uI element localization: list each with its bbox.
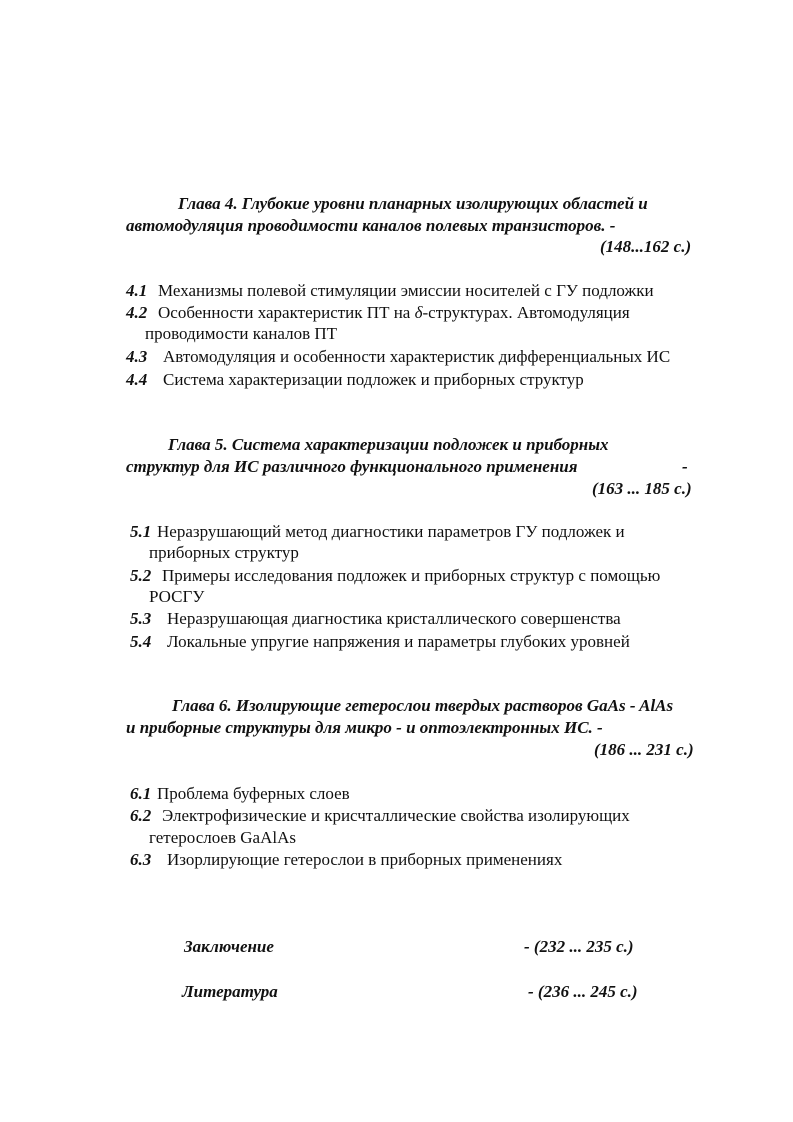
toc-item-4-1 [126, 281, 654, 301]
toc-item-number: 5.2 [130, 566, 152, 585]
toc-item-title: Изорлирующие гетерослои в приборных применениях [167, 850, 563, 869]
delta-symbol: δ [414, 303, 423, 322]
toc-item-title: Механизмы полевой стимуляции эмиссии носителей с ГУ подложки [158, 281, 654, 300]
chapter-5-heading-dash: - [682, 457, 688, 476]
toc-item-title: Проблема буферных слоев [157, 784, 350, 803]
toc-item-number: 5.4 [130, 632, 152, 651]
toc-item-6-3 [130, 850, 562, 870]
chapter-4-pages: (148...162 с.) [600, 237, 692, 256]
toc-item-5-2-line-2: РОСГУ [149, 587, 205, 606]
toc-item-5-3 [130, 609, 621, 629]
toc-item-title: Автомодуляция и особенности характеристик дифференциальных ИС [163, 347, 671, 366]
chapter-5-heading-line-1: Глава 5. Система характеризации подложек и приборных [168, 435, 609, 454]
conclusion-pages: - (232 ... 235 с.) [524, 937, 634, 956]
toc-item-title: Система характеризации подложек и приборных структур [163, 370, 584, 389]
toc-item-number: 4.4 [126, 370, 148, 389]
toc-item-number: 6.2 [130, 806, 152, 825]
toc-item-4-4 [126, 370, 584, 390]
toc-item-number: 5.1 [130, 522, 152, 541]
toc-item-5-2 [130, 566, 660, 586]
toc-item-title: Неразрушающий метод диагностики параметров ГУ подложек и [157, 522, 625, 541]
toc-item-title: Особенности характеристик ПТ на [158, 303, 415, 322]
conclusion-label: Заключение [184, 937, 274, 956]
toc-item-6-2-line-2: гетерослоев GaAlAs [149, 828, 296, 847]
toc-item-6-1 [130, 784, 350, 804]
chapter-4-heading-line-2: автомодуляция проводимости каналов полевых транзисторов. - [126, 216, 616, 235]
toc-item-number: 4.3 [126, 347, 148, 366]
toc-item-number: 4.2 [126, 303, 148, 322]
toc-item-5-1-line-2: приборных структур [149, 543, 299, 562]
chapter-5-pages: (163 ... 185 с.) [592, 479, 692, 498]
toc-item-title-continued: -структурах. Автомодуляция [422, 303, 630, 322]
toc-item-title: Электрофизические и крисчталлические свойства изолирующих [162, 806, 630, 825]
toc-item-6-2 [130, 806, 630, 826]
chapter-6-pages: (186 ... 231 с.) [594, 740, 694, 759]
toc-item-title: Неразрушающая диагностика кристаллического совершенства [167, 609, 621, 628]
toc-item-5-4 [130, 632, 630, 652]
chapter-6-heading-line-1: Глава 6. Изолирующие гетерослои твердых растворов GaAs - AlAs [172, 696, 674, 715]
references-label: Литература [182, 982, 278, 1001]
toc-item-title: Локальные упругие напряжения и параметры глубоких уровней [167, 632, 630, 651]
toc-item-4-3 [126, 347, 670, 367]
toc-item-number: 4.1 [126, 281, 148, 300]
toc-item-number: 6.3 [130, 850, 152, 869]
chapter-5-heading-line-2: структур для ИС различного функционального применения [126, 457, 578, 476]
toc-item-4-2 [126, 303, 630, 323]
chapter-6-heading-line-2: и приборные структуры для микро - и оптоэлектронных ИС. - [126, 718, 603, 737]
toc-item-number: 5.3 [130, 609, 152, 628]
chapter-4-heading-line-1: Глава 4. Глубокие уровни планарных изолирующих областей и [178, 194, 648, 213]
toc-item-number: 6.1 [130, 784, 152, 803]
toc-item-4-2-line-2: проводимости каналов ПТ [145, 324, 338, 343]
toc-item-title: Примеры исследования подложек и приборных структур с помощью [162, 566, 661, 585]
references-pages: - (236 ... 245 с.) [528, 982, 638, 1001]
toc-item-5-1 [130, 522, 625, 542]
